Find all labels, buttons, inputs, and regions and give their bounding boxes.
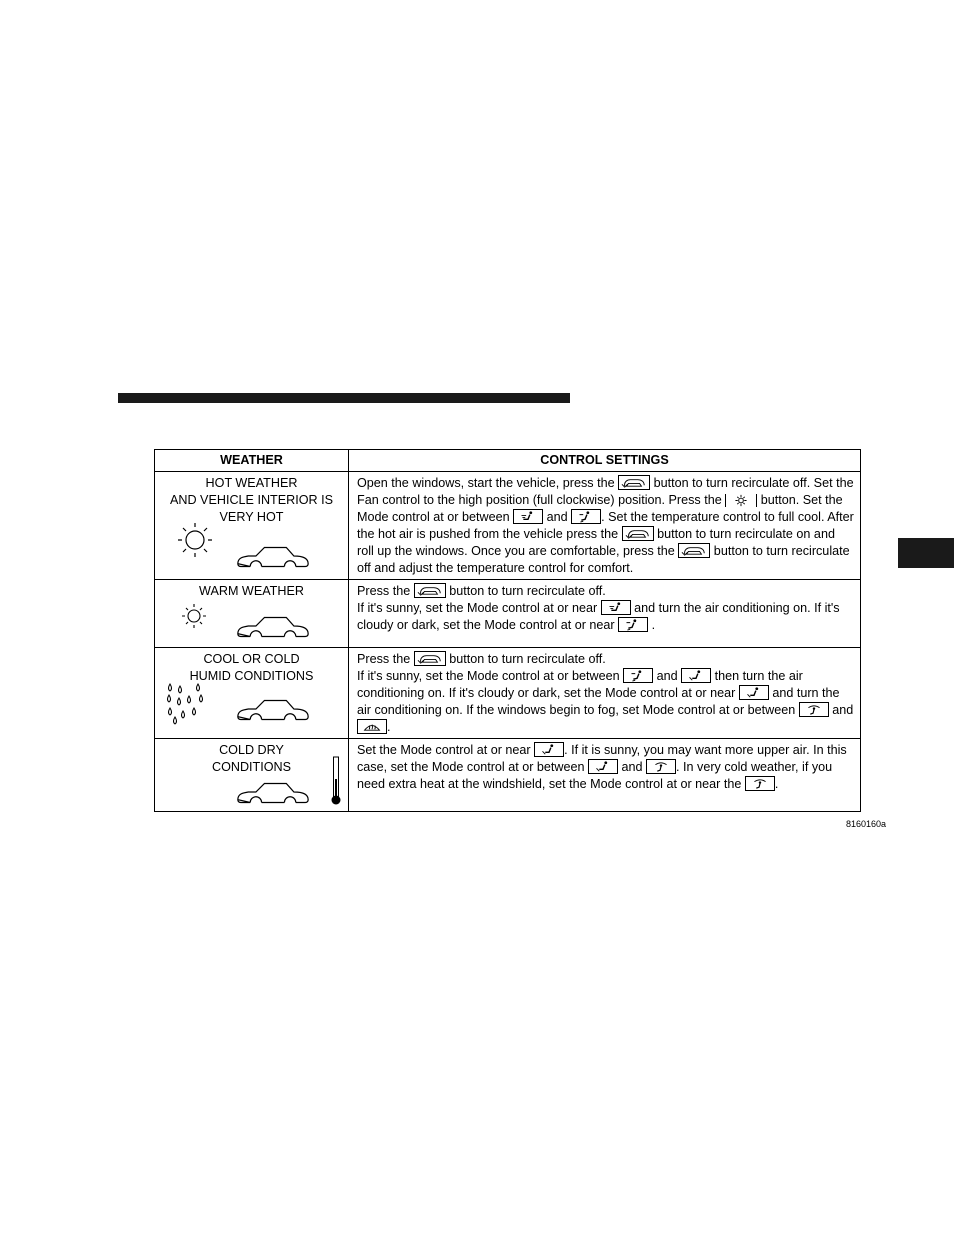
weather-cell-hot (155, 472, 349, 580)
settings-cell-hot: Open the windows, start the vehicle, press the button to turn recirculate off. Set the Fan control to the high position (full clockwise) position. Press the button. Set the Mode control at or between and . Set the temperature control to full cool. After the hot air is pushed from the vehicle press the button to turn recirculate on and roll up the windows. Once you are comfortable, press the button to turn recirculate off and adjust the temperature control for comfort. (349, 472, 861, 580)
section-tab (898, 538, 954, 568)
floor-mode-icon (534, 742, 564, 757)
bilevel-mode-icon (618, 617, 648, 632)
table-row (155, 580, 861, 648)
settings-header: CONTROL SETTINGS (349, 450, 861, 472)
recirculate-icon (622, 526, 654, 541)
car-icon (235, 611, 311, 641)
settings-cell-humid: Press the button to turn recirculate off. If it's sunny, set the Mode control at or between and then turn the air conditioning on. If it's cloudy or dark, set the Mode control at or near and turn the air conditioning on. If the windows begin to fog, set Mode control at or between and . (349, 648, 861, 739)
raindrops-icon (165, 682, 209, 726)
recirculate-icon (414, 583, 446, 598)
figure-id: 8160160a (846, 819, 887, 829)
car-icon (235, 694, 311, 724)
car-icon (235, 777, 311, 807)
recirculate-icon (678, 543, 710, 558)
bilevel-mode-icon (623, 668, 653, 683)
weather-label: COOL OR COLD HUMID CONDITIONS (189, 652, 314, 683)
floor-mode-icon (739, 685, 769, 700)
floor-mode-icon (588, 759, 618, 774)
mix-mode-icon (799, 702, 829, 717)
weather-cell-cold-dry (155, 739, 349, 812)
panel-mode-icon (513, 509, 543, 524)
weather-cell-humid (155, 648, 349, 739)
panel-mode-icon (601, 600, 631, 615)
thermometer-icon (329, 755, 343, 807)
weather-label: COLD DRY CONDITIONS (211, 743, 292, 774)
table-row (155, 472, 861, 580)
settings-cell-warm: Press the button to turn recirculate off. If it's sunny, set the Mode control at or near and turn the air conditioning on. If it's cloudy or dark, set the Mode control at or near . (349, 580, 861, 648)
weather-cell-warm (155, 580, 349, 648)
settings-cell-cold-dry: Set the Mode control at or near . If it is sunny, you may want more upper air. In this case, set the Mode control at or between and . In very cold weather, if you need extra heat at the windshield, set the Mode control at or near the . (349, 739, 861, 812)
mix-mode-icon (745, 776, 775, 791)
sun-icon (179, 602, 209, 630)
fan-icon (725, 494, 757, 507)
sun-icon (173, 520, 217, 560)
defrost-mode-icon (357, 719, 387, 734)
recirculate-icon (618, 475, 650, 490)
table-header-row (155, 450, 861, 472)
recirculate-icon (414, 651, 446, 666)
car-icon (235, 541, 311, 571)
table-row (155, 739, 861, 812)
section-rule (118, 393, 570, 403)
weather-label: HOT WEATHER AND VEHICLE INTERIOR IS VERY HOT (169, 476, 334, 524)
control-settings-table (154, 449, 861, 812)
floor-mode-icon (681, 668, 711, 683)
table-row (155, 648, 861, 739)
mix-mode-icon (646, 759, 676, 774)
weather-header: WEATHER (155, 450, 349, 472)
weather-label: WARM WEATHER (199, 584, 304, 598)
bilevel-mode-icon (571, 509, 601, 524)
